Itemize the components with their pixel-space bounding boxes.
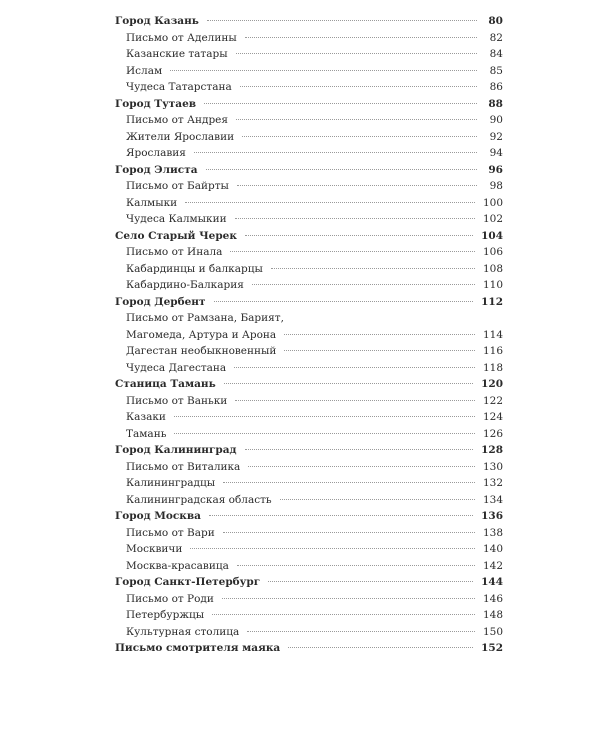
toc-subentry[interactable] xyxy=(115,541,503,558)
toc-entry-title: Чудеса Татарстана xyxy=(126,81,232,93)
toc-entry-title: Кабардинцы и балкарцы xyxy=(126,262,263,275)
toc-page-number: 85 xyxy=(489,64,503,77)
table-of-contents xyxy=(115,13,503,657)
dot-leader xyxy=(174,416,475,417)
dot-leader xyxy=(247,631,475,632)
dot-leader xyxy=(212,614,475,615)
dot-leader xyxy=(230,251,475,252)
toc-entry-title: Москва-красавица xyxy=(126,559,229,572)
toc-entry-title: Город Москва xyxy=(115,510,201,522)
toc-page-number: 140 xyxy=(482,543,503,555)
toc-entry-title: Чудеса Дагестана xyxy=(126,361,227,374)
toc-subentry[interactable] xyxy=(115,112,503,129)
toc-page-number: 144 xyxy=(481,576,503,588)
dot-leader xyxy=(245,235,473,236)
toc-entry-title: Письмо от Инала xyxy=(126,246,223,258)
dot-leader xyxy=(236,53,477,54)
dot-leader xyxy=(223,482,475,483)
toc-chapter-entry[interactable] xyxy=(115,162,503,179)
dot-leader xyxy=(284,350,475,351)
dot-leader xyxy=(207,20,477,21)
toc-subentry[interactable] xyxy=(115,393,503,410)
toc-page-number: 102 xyxy=(482,213,503,225)
toc-entry-title: Ислам xyxy=(126,64,163,77)
toc-entry-title: Дагестан необыкновенный xyxy=(126,345,277,357)
toc-page-number: 138 xyxy=(482,526,503,539)
dot-leader xyxy=(242,136,477,137)
toc-subentry[interactable] xyxy=(115,492,503,509)
toc-subentry[interactable] xyxy=(115,63,503,80)
toc-entry-title: Калининградцы xyxy=(126,477,216,489)
toc-page-number: 128 xyxy=(481,444,503,456)
toc-page-number: 108 xyxy=(482,262,503,275)
toc-entry-title: Казанские татары xyxy=(126,48,228,60)
toc-subentry[interactable] xyxy=(115,327,503,344)
toc-subentry[interactable] xyxy=(115,409,503,426)
toc-entry-title: Письмо от Андрея xyxy=(126,114,229,126)
toc-entry-title: Калининградская область xyxy=(126,493,272,506)
toc-page-number: 136 xyxy=(481,510,503,522)
toc-page-number: 132 xyxy=(482,477,503,489)
toc-subentry[interactable] xyxy=(115,178,503,195)
toc-page-number: 110 xyxy=(482,279,503,291)
toc-page-number: 142 xyxy=(482,559,503,572)
toc-entry-title: Петербуржцы xyxy=(126,609,205,621)
toc-subentry[interactable] xyxy=(115,310,503,327)
toc-subentry[interactable] xyxy=(115,426,503,443)
toc-page-number: 122 xyxy=(482,394,503,407)
toc-subentry[interactable] xyxy=(115,360,503,377)
toc-page-number: 98 xyxy=(489,180,503,192)
toc-entry-title: Культурная столица xyxy=(126,625,240,638)
toc-subentry[interactable] xyxy=(115,459,503,476)
toc-entry-title: Село Старый Черек xyxy=(115,229,237,242)
toc-entry-title: Станица Тамань xyxy=(115,378,216,390)
toc-subentry[interactable] xyxy=(115,30,503,47)
toc-page-number: 150 xyxy=(482,625,503,638)
dot-leader xyxy=(190,548,475,549)
toc-entry-title: Город Санкт-Петербург xyxy=(115,576,261,588)
dot-leader xyxy=(214,301,474,302)
toc-chapter-entry[interactable] xyxy=(115,294,503,311)
dot-leader xyxy=(248,466,475,467)
toc-chapter-entry[interactable] xyxy=(115,228,503,245)
dot-leader xyxy=(271,268,475,269)
toc-page-number: 92 xyxy=(489,130,503,143)
toc-entry-title: Чудеса Калмыкии xyxy=(126,213,227,225)
toc-subentry[interactable] xyxy=(115,475,503,492)
dot-leader xyxy=(223,532,475,533)
toc-subentry[interactable] xyxy=(115,46,503,63)
toc-page-number: 100 xyxy=(482,196,503,209)
dot-leader xyxy=(174,433,475,434)
dot-leader xyxy=(284,334,475,335)
toc-subentry[interactable] xyxy=(115,591,503,608)
toc-chapter-entry[interactable] xyxy=(115,574,503,591)
toc-page-number: 112 xyxy=(481,295,503,308)
toc-subentry[interactable] xyxy=(115,525,503,542)
toc-entry-title: Письмо от Аделины xyxy=(126,31,237,44)
toc-entry-title: Город Казань xyxy=(115,15,199,27)
toc-page-number: 146 xyxy=(482,592,503,605)
toc-chapter-entry[interactable] xyxy=(115,508,503,525)
toc-entry-title: Письмо от Рамзана, Барият, xyxy=(126,312,284,324)
toc-entry-title: Тамань xyxy=(126,427,167,440)
toc-entry-title: Письмо от Байрты xyxy=(126,180,229,192)
toc-entry-title: Город Тутаев xyxy=(115,97,197,110)
toc-entry-title: Магомеда, Артура и Арона xyxy=(126,328,277,341)
dot-leader xyxy=(224,383,473,384)
toc-page-number: 152 xyxy=(481,642,503,654)
dot-leader xyxy=(206,169,478,170)
toc-subentry[interactable] xyxy=(115,261,503,278)
toc-page-number: 124 xyxy=(482,411,503,423)
toc-page-number: 90 xyxy=(489,114,503,126)
toc-page-number: 116 xyxy=(482,345,503,357)
toc-page-number: 118 xyxy=(482,361,503,374)
toc-entry-title: Письмо от Вари xyxy=(126,526,215,539)
toc-page-number: 106 xyxy=(482,246,503,258)
toc-entry-title: Калмыки xyxy=(126,196,178,209)
dot-leader xyxy=(235,218,475,219)
dot-leader xyxy=(209,515,473,516)
toc-page-number: 130 xyxy=(482,460,503,473)
toc-entry-title: Письмо от Роди xyxy=(126,592,214,605)
toc-page-number: 148 xyxy=(482,609,503,621)
toc-subentry[interactable] xyxy=(115,277,503,294)
dot-leader xyxy=(204,103,477,104)
dot-leader xyxy=(194,152,477,153)
toc-page-number: 120 xyxy=(481,378,503,390)
toc-entry-title: Город Дербент xyxy=(115,295,206,308)
toc-subentry[interactable] xyxy=(115,607,503,624)
dot-leader xyxy=(237,565,475,566)
toc-subentry[interactable] xyxy=(115,195,503,212)
dot-leader xyxy=(235,400,475,401)
toc-entry-title: Письмо смотрителя маяка xyxy=(115,642,281,654)
toc-page-number: 80 xyxy=(488,15,503,27)
toc-page-number: 96 xyxy=(488,163,503,176)
toc-subentry[interactable] xyxy=(115,343,503,360)
toc-entry-title: Москвичи xyxy=(126,543,183,555)
dot-leader xyxy=(245,37,477,38)
dot-leader xyxy=(236,119,477,120)
toc-page-number: 82 xyxy=(489,31,503,44)
toc-chapter-entry[interactable] xyxy=(115,13,503,30)
toc-chapter-entry[interactable] xyxy=(115,96,503,113)
toc-page-number: 88 xyxy=(488,97,503,110)
toc-entry-title: Город Калининград xyxy=(115,444,237,456)
toc-entry-title: Город Элиста xyxy=(115,163,198,176)
toc-chapter-entry[interactable] xyxy=(115,640,503,657)
toc-page-number: 104 xyxy=(481,229,503,242)
dot-leader xyxy=(280,499,475,500)
dot-leader xyxy=(185,202,475,203)
toc-entry-title: Кабардино-Балкария xyxy=(126,279,244,291)
toc-subentry[interactable] xyxy=(115,558,503,575)
toc-page-number: 114 xyxy=(482,328,503,341)
dot-leader xyxy=(252,284,475,285)
toc-page-number: 86 xyxy=(489,81,503,93)
toc-entry-title: Жители Ярославии xyxy=(126,130,235,143)
toc-entry-title: Письмо от Виталика xyxy=(126,460,241,473)
toc-subentry[interactable] xyxy=(115,211,503,228)
toc-entry-title: Письмо от Ваньки xyxy=(126,394,228,407)
toc-page-number: 134 xyxy=(482,493,503,506)
toc-subentry[interactable] xyxy=(115,79,503,96)
toc-subentry[interactable] xyxy=(115,129,503,146)
toc-page-number: 126 xyxy=(482,427,503,440)
dot-leader xyxy=(222,598,475,599)
toc-page-number: 84 xyxy=(489,48,503,60)
dot-leader xyxy=(170,70,477,71)
toc-chapter-entry[interactable] xyxy=(115,442,503,459)
toc-chapter-entry[interactable] xyxy=(115,376,503,393)
toc-subentry[interactable] xyxy=(115,145,503,162)
toc-page-number: 94 xyxy=(489,147,503,159)
toc-entry-title: Ярославия xyxy=(126,147,186,159)
dot-leader xyxy=(268,581,473,582)
dot-leader xyxy=(245,449,474,450)
toc-subentry[interactable] xyxy=(115,624,503,641)
dot-leader xyxy=(288,647,473,648)
toc-entry-title: Казаки xyxy=(126,411,166,423)
dot-leader xyxy=(237,185,477,186)
toc-subentry[interactable] xyxy=(115,244,503,261)
dot-leader xyxy=(234,367,475,368)
dot-leader xyxy=(240,86,477,87)
